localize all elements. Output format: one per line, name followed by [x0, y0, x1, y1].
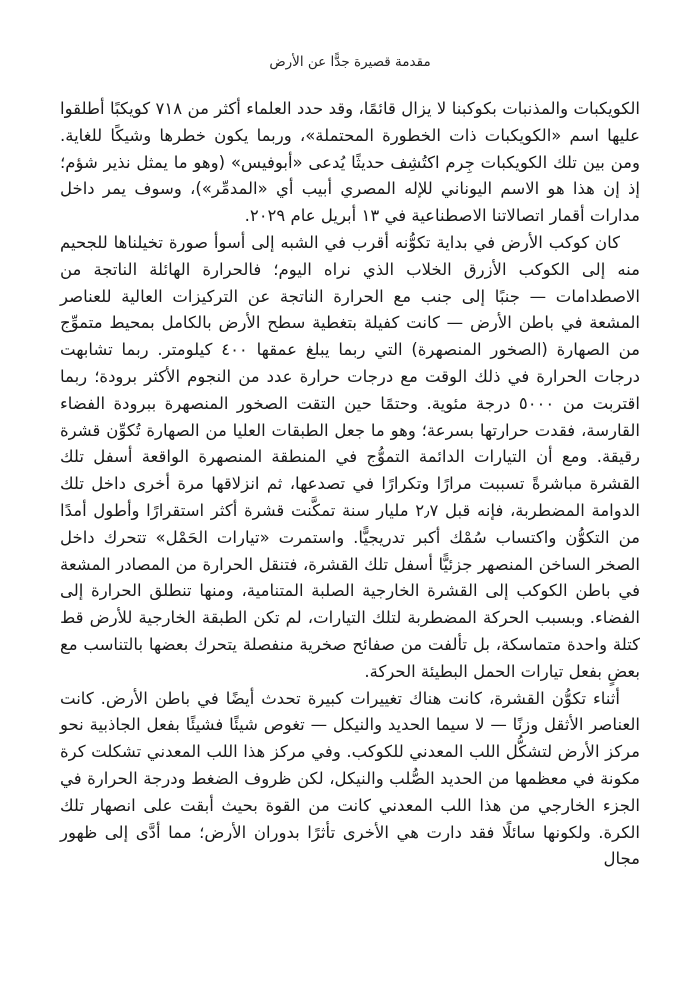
body-text	[60, 96, 640, 873]
paragraph-1: الكويكبات والمذنبات بكوكبنا لا يزال قائمًا، وقد حدد العلماء أكثر من ٧١٨ كويكبًا أطلقوا عليها اسم «الكويكبات ذات الخطورة المحتملة»، وربما يكون خطرها وشيكًا للغاية. ومن بين تلك الكويكبات جِرم اكتُشِف حديثًا يُدعى «أبوفيس» (وهو ما يمثل نذير شؤم؛ إذ إن هذا هو الاسم اليوناني للإله المصري أبيب أي «المدمِّر»)، وسوف يمر داخل مدارات أقمار اتصالاتنا الاصطناعية في ١٣ أبريل عام ٢٠٢٩.	[60, 99, 640, 226]
book-page	[60, 0, 640, 1000]
paragraph-3: أثناء تكوُّن القشرة، كانت هناك تغييرات كبيرة تحدث أيضًا في باطن الأرض. كانت العناصر الأثقل وزنًا — لا سيما الحديد والنيكل — تغوص شيئًا فشيئًا بفعل الجاذبية نحو مركز الأرض لتشكُّل اللب المعدني للكوكب. وفي مركز هذا اللب المعدني تشكلت كرة مكونة في معظمها من الحديد الصُّلب والنيكل، لكن ظروف الضغط ودرجة الحرارة في الجزء الخارجي من هذا اللب المعدني كانت من القوة بحيث أبقت على انصهار تلك الكرة. ولكونها سائلًا فقد دارت هي الأخرى تأثرًا بدوران الأرض؛ مما أدَّى إلى ظهور مجال	[60, 688, 640, 869]
running-title: مقدمة قصيرة جدًّا عن الأرض	[269, 54, 431, 70]
paragraph-2: كان كوكب الأرض في بداية تكوُّنه أقرب في الشبه إلى أسوأ صورة تخيلناها للجحيم منه إلى الكوكب الأزرق الخلاب الذي نراه اليوم؛ فالحرارة الهائلة الناتجة من الاصطدامات — جنبًا إلى جنب مع الحرارة الناتجة عن التركيزات العالية للعناصر المشعة في باطن الأرض — كانت كفيلة بتغطية سطح الأرض بالكامل بمحيط متموِّج من الصهارة (الصخور المنصهرة) التي ربما يبلغ عمقها ٤٠٠ كيلومتر. ربما تشابهت درجات الحرارة في ذلك الوقت مع درجات حرارة عدد من النجوم الأكثر برودة؛ ربما اقتربت من ٥٠٠٠ درجة مئوية. وحتمًا حين التقت الصخور المنصهرة ببرودة الفضاء القارسة، فقدت حرارتها بسرعة؛ وهو ما جعل الطبقات العليا من الصهارة تُكوِّن قشرة رقيقة. ومع أن التيارات الدائمة التموُّج في المنطقة المنصهرة الواقعة أسفل تلك القشرة مباشرةً تسببت مرارًا وتكرارًا في تصدعها، ثم انزلاقها مرة أخرى داخل تلك الدوامة المضطربة، فإنه قبل ٢٫٧ مليار سنة تمكَّنت قشرة أكثر استقرارًا وأطول أمدًا من التكوُّن واكتساب سُمْك أكبر تدريجيًّا. واستمرت «تيارات الحَمْل» تتحرك داخل الصخر الساخن المنصهر جزئيًّا أسفل تلك القشرة، فتنقل الحرارة من المصادر المشعة في باطن الكوكب إلى القشرة الخارجية الصلبة المتنامية، ومنها تنطلق الحرارة إلى الفضاء. وبسبب الحركة المضطربة لتلك التيارات، لم تكن الطبقة الخارجية للأرض قط كتلة واحدة متماسكة، بل تألفت من صفائح صخرية منفصلة يتحرك بعضها بالتناسب مع بعضٍ بفعل تيارات الحمل البطيئة الحركة.	[60, 232, 640, 681]
